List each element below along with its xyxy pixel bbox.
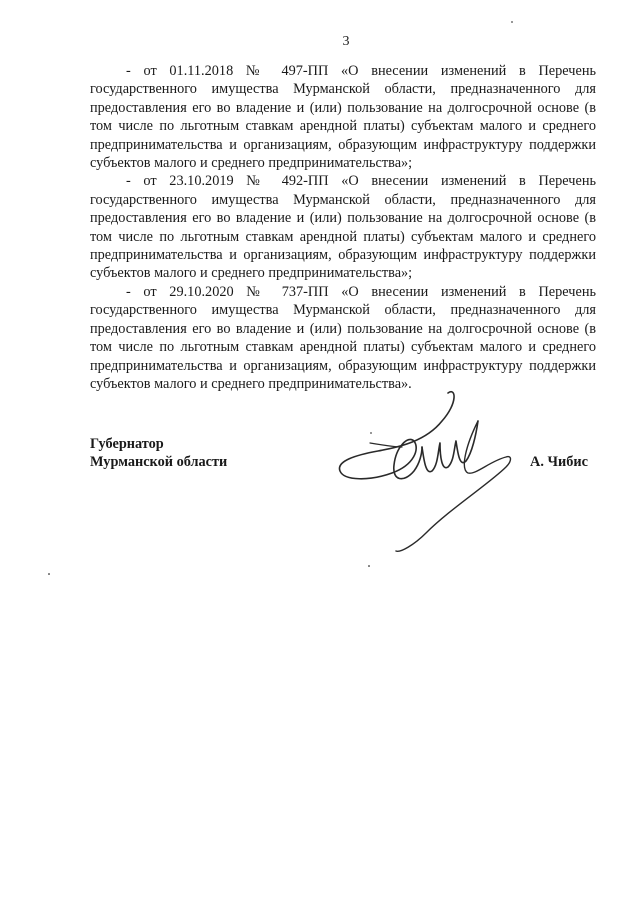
signatory-position-line-2: Мурманской области bbox=[90, 454, 228, 470]
scan-speck bbox=[511, 21, 513, 23]
document-body bbox=[90, 62, 596, 393]
amendment-item-2: - от 23.10.2019 № 492-ПП «О внесении изменений в Перечень государственного имущества Мурманской области, предназначенного для предоставления его во владение и (или) пользование на долгосрочной основе (в том числе по льготным ставкам арендной платы) субъектам малого и среднего предпринимательства и организациям, образующим инфраструктуру поддержки субъектов малого и среднего предпринимательства»; bbox=[90, 173, 596, 282]
scan-speck bbox=[368, 565, 370, 567]
handwritten-signature bbox=[330, 385, 520, 555]
amendment-item-1: - от 01.11.2018 № 497-ПП «О внесении изменений в Перечень государственного имущества Мурманской области, предназначенного для предоставления его во владение и (или) пользование на долгосрочной основе (в том числе по льготным ставкам арендной платы) субъектам малого и среднего предпринимательства и организациям, образующим инфраструктуру поддержки субъектов малого и среднего предпринимательства»; bbox=[90, 63, 596, 172]
page-number: 3 bbox=[342, 34, 350, 49]
signatory-position-line-1: Губернатор bbox=[90, 436, 164, 452]
scan-speck bbox=[48, 573, 50, 575]
signer-name: А. Чибис bbox=[530, 454, 588, 470]
amendment-item-3: - от 29.10.2020 № 737-ПП «О внесении изменений в Перечень государственного имущества Мурманской области, предназначенного для предоставления его во владение и (или) пользование на долгосрочной основе (в том числе по льготным ставкам арендной платы) субъектам малого и среднего предпринимательства и организациям, образующим инфраструктуру поддержки субъектов малого и среднего предпринимательства». bbox=[90, 283, 596, 392]
signatory-position bbox=[90, 435, 227, 471]
scan-speck bbox=[370, 432, 372, 434]
